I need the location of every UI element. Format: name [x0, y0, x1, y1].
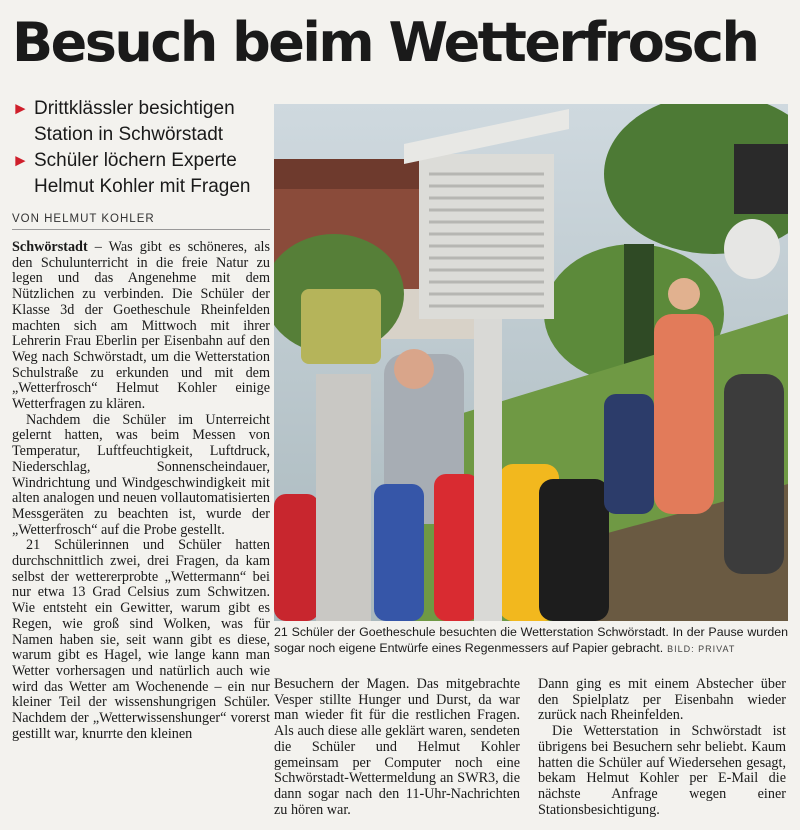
article-column-2 — [274, 677, 520, 818]
article-column-3 — [538, 677, 786, 818]
caption-text: 21 Schüler der Goetheschule besuchten die Wetterstation Schwörstadt. In der Pause wurden sogar noch eigene Entwürfe eines Regenmessers auf Papier gebracht. — [274, 625, 788, 655]
photo-caption — [274, 624, 788, 657]
paragraph: – Was gibt es schöneres, als den Schulunterricht in die freie Natur zu legen und das Angenehme mit dem Nützlichen zu verbinden. Die Schüler der Klasse 3d der Goetheschule Rheinfelden machten sich am Mittwoch mit ihrer Lehrerin Frau Eberlin per Eisenbahn auf den Weg nach Schwörstadt, um die Wetterstation Schulstraße zu erkunden und mit dem „Wetterfrosch“ Helmut Kohler einige Wetterfragen zu klären. — [12, 239, 270, 413]
bullet-text: Drittklässler besichtigen Station in Schwörstadt — [34, 98, 235, 145]
paragraph: Dann ging es mit einem Abstecher über den Spielplatz per Eisenbahn wieder zurück nach Rheinfelden. — [538, 676, 786, 724]
byline: VON HELMUT KOHLER — [12, 213, 270, 230]
bullet-item — [12, 96, 282, 148]
article-photo — [274, 104, 788, 621]
red-triangle-icon: ► — [12, 151, 29, 170]
paragraph: 21 Schülerinnen und Schüler hatten durchschnittlich zwei, drei Fragen, da kam selbst der wettererprobte „Wettermann“ bei nur etwa 13 Grad Celsius zum Schwitzen. Wie entsteht ein Gewitter, warum gibt es Regen, wie groß sind Wolken, was für Namen haben sie, seit wann gibt es diese, warum gibt es Hagel, wie lange kann man Wetter vorhersagen und natürlich auch wie wird das Wetter am Wochenende – ein nur kleiner Teil der wissenshungrigen Schüler. Nachdem der „Wetterwissenshunger“ vorerst gestillt war, knurrte den kleinen — [12, 537, 270, 742]
dateline: Schwörstadt — [12, 239, 88, 255]
paragraph: Besuchern der Magen. Das mitgebrachte Vesper stillte Hunger und Durst, da war man wieder fit für die restlichen Fragen. Als auch diese alle geklärt waren, sendeten die Schüler und Helmut Kohler gemeinsam per Computer noch eine Schwörstadt-Wettermeldung an SWR3, die dann sogar nach den 11-Uhr-Nachrichten zu hören war. — [274, 676, 520, 818]
paragraph: Nachdem die Schüler im Unterreicht gelernt hatten, was beim Messen von Temperatur, Luftfeuchtigkeit, Luftdruck, Niederschlag, Sonnenscheindauer, Windrichtung und Windgeschwindigkeit mit alten analogen und neuen vollautomatisierten Messgeräten zu beachten ist, wurde der „Wetterfrosch“ auf die Probe gestellt. — [12, 411, 270, 538]
article-column-1 — [12, 240, 270, 743]
subheadline-bullets — [12, 96, 282, 200]
headline: Besuch beim Wetterfrosch — [12, 11, 758, 74]
weather-station-photo — [274, 104, 788, 621]
bullet-item — [12, 148, 282, 200]
red-triangle-icon: ► — [12, 99, 29, 118]
paragraph: Die Wetterstation in Schwörstadt ist übrigens bei Besuchern sehr beliebt. Kaum hatten die Schüler auf Wiedersehen gesagt, bekam Helmut Kohler per E-Mail die nächste Anfrage wegen einer Stationsbesichtigung. — [538, 723, 786, 818]
bullet-text: Schüler löchern Experte Helmut Kohler mit Fragen — [34, 150, 251, 197]
photo-credit: BILD: PRIVAT — [667, 644, 736, 654]
